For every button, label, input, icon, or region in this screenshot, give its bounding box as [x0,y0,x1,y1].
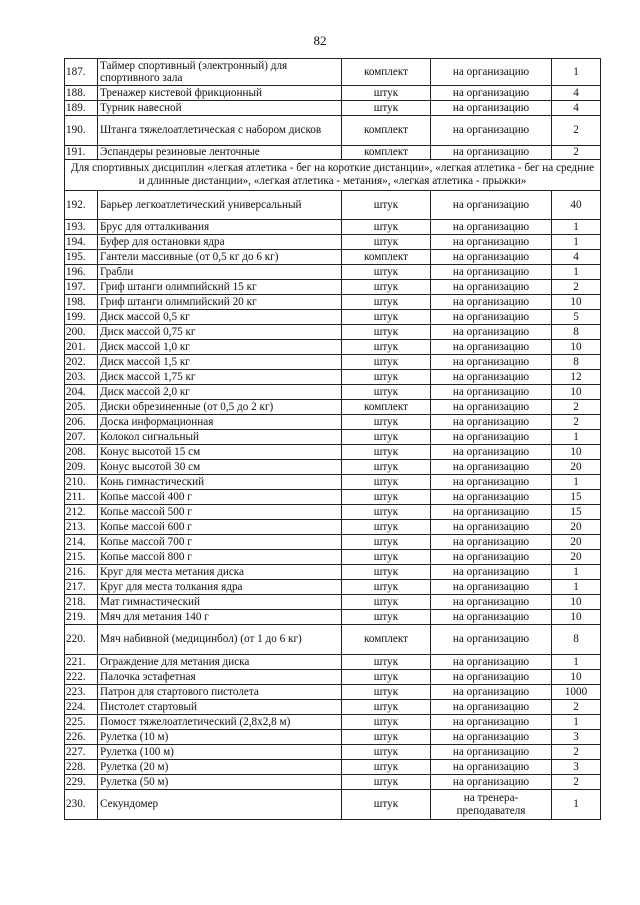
table-row [65,775,601,790]
table-row [65,280,601,295]
row-number: 193. [65,220,98,235]
item-name: Гриф штанги олимпийский 15 кг [98,280,342,295]
unit-of-measure: штук [342,370,431,385]
unit-of-measure: штук [342,86,431,101]
calculation-basis: на организацию [431,86,552,101]
table-row [65,670,601,685]
row-number: 213. [65,520,98,535]
unit-of-measure: штук [342,191,431,220]
calculation-basis: на организацию [431,445,552,460]
item-name: Диски обрезиненные (от 0,5 до 2 кг) [98,400,342,415]
quantity: 20 [552,460,601,475]
item-name: Круг для места метания диска [98,565,342,580]
item-name: Мат гимнастический [98,595,342,610]
calculation-basis: на организацию [431,280,552,295]
row-number: 210. [65,475,98,490]
calculation-basis: на организацию [431,220,552,235]
calculation-basis: на организацию [431,760,552,775]
item-name: Копье массой 400 г [98,490,342,505]
item-name: Гантели массивные (от 0,5 кг до 6 кг) [98,250,342,265]
table-row [65,295,601,310]
calculation-basis: на организацию [431,475,552,490]
unit-of-measure: комплект [342,59,431,86]
unit-of-measure: штук [342,385,431,400]
unit-of-measure: штук [342,775,431,790]
table-row [65,625,601,655]
unit-of-measure: штук [342,700,431,715]
table-row [65,265,601,280]
item-name: Грабли [98,265,342,280]
row-number: 223. [65,685,98,700]
item-name: Круг для места толкания ядра [98,580,342,595]
quantity: 10 [552,610,601,625]
item-name: Колокол сигнальный [98,430,342,445]
unit-of-measure: штук [342,730,431,745]
table-row [65,715,601,730]
row-number: 195. [65,250,98,265]
quantity: 12 [552,370,601,385]
unit-of-measure: штук [342,220,431,235]
unit-of-measure: штук [342,565,431,580]
unit-of-measure: штук [342,430,431,445]
quantity: 2 [552,116,601,146]
calculation-basis: на организацию [431,355,552,370]
quantity: 10 [552,595,601,610]
table-row [65,116,601,146]
item-name: Рулетка (20 м) [98,760,342,775]
unit-of-measure: штук [342,715,431,730]
calculation-basis: на организацию [431,265,552,280]
unit-of-measure: штук [342,580,431,595]
item-name: Конус высотой 30 см [98,460,342,475]
table-row [65,340,601,355]
quantity: 2 [552,775,601,790]
row-number: 188. [65,86,98,101]
quantity: 1 [552,565,601,580]
row-number: 202. [65,355,98,370]
calculation-basis: на организацию [431,505,552,520]
item-name: Доска информационная [98,415,342,430]
calculation-basis: на организацию [431,295,552,310]
unit-of-measure: штук [342,475,431,490]
quantity: 1 [552,475,601,490]
table-row [65,220,601,235]
item-name: Гриф штанги олимпийский 20 кг [98,295,342,310]
table-row [65,355,601,370]
unit-of-measure: штук [342,505,431,520]
section-header-text: Для спортивных дисциплин «легкая атлетика - бег на короткие дистанции», «легкая атлетика - бег на средние и длинные дистанции», «легкая атлетика - метания», «легкая атлетика - прыжки» [65,160,601,191]
unit-of-measure: штук [342,325,431,340]
row-number: 225. [65,715,98,730]
unit-of-measure: штук [342,101,431,116]
unit-of-measure: штук [342,550,431,565]
item-name: Диск массой 0,75 кг [98,325,342,340]
item-name: Диск массой 1,5 кг [98,355,342,370]
table-row [65,745,601,760]
table-row [65,235,601,250]
row-number: 198. [65,295,98,310]
item-name: Копье массой 800 г [98,550,342,565]
table-row [65,430,601,445]
row-number: 189. [65,101,98,116]
calculation-basis: на организацию [431,610,552,625]
calculation-basis: на организацию [431,415,552,430]
table-row [65,490,601,505]
calculation-basis: на организацию [431,730,552,745]
row-number: 200. [65,325,98,340]
quantity: 1 [552,265,601,280]
item-name: Конус высотой 15 см [98,445,342,460]
calculation-basis: на организацию [431,116,552,146]
unit-of-measure: штук [342,445,431,460]
row-number: 203. [65,370,98,385]
unit-of-measure: комплект [342,625,431,655]
item-name: Рулетка (50 м) [98,775,342,790]
item-name: Рулетка (100 м) [98,745,342,760]
calculation-basis: на организацию [431,775,552,790]
calculation-basis: на организацию [431,101,552,116]
unit-of-measure: штук [342,460,431,475]
item-name: Буфер для остановки ядра [98,235,342,250]
unit-of-measure: штук [342,670,431,685]
quantity: 4 [552,101,601,116]
quantity: 2 [552,146,601,160]
calculation-basis: на организацию [431,340,552,355]
table-row [65,610,601,625]
table-row [65,400,601,415]
equipment-table [64,58,601,820]
row-number: 224. [65,700,98,715]
calculation-basis: на организацию [431,700,552,715]
item-name: Копье массой 500 г [98,505,342,520]
row-number: 201. [65,340,98,355]
table-row [65,520,601,535]
quantity: 1 [552,235,601,250]
item-name: Конь гимнастический [98,475,342,490]
item-name: Мяч набивной (медицинбол) (от 1 до 6 кг) [98,625,342,655]
table-row [65,760,601,775]
quantity: 4 [552,250,601,265]
quantity: 2 [552,415,601,430]
calculation-basis: на организацию [431,745,552,760]
unit-of-measure: штук [342,685,431,700]
item-name: Барьер легкоатлетический универсальный [98,191,342,220]
unit-of-measure: комплект [342,146,431,160]
row-number: 187. [65,59,98,86]
row-number: 197. [65,280,98,295]
quantity: 1 [552,655,601,670]
item-name: Патрон для стартового пистолета [98,685,342,700]
row-number: 199. [65,310,98,325]
calculation-basis: на организацию [431,191,552,220]
row-number: 220. [65,625,98,655]
table-row [65,385,601,400]
unit-of-measure: штук [342,745,431,760]
item-name: Диск массой 0,5 кг [98,310,342,325]
table-row [65,535,601,550]
calculation-basis: на организацию [431,550,552,565]
unit-of-measure: штук [342,415,431,430]
calculation-basis: на организацию [431,385,552,400]
quantity: 40 [552,191,601,220]
table-row [65,191,601,220]
calculation-basis: на организацию [431,460,552,475]
quantity: 20 [552,535,601,550]
item-name: Диск массой 1,75 кг [98,370,342,385]
section-header-row [65,160,601,191]
unit-of-measure: комплект [342,250,431,265]
quantity: 2 [552,745,601,760]
item-name: Копье массой 700 г [98,535,342,550]
row-number: 192. [65,191,98,220]
unit-of-measure: комплект [342,400,431,415]
table-row [65,655,601,670]
table-row [65,445,601,460]
quantity: 1 [552,790,601,820]
item-name: Турник навесной [98,101,342,116]
row-number: 218. [65,595,98,610]
table-row [65,86,601,101]
unit-of-measure: штук [342,655,431,670]
unit-of-measure: штук [342,535,431,550]
item-name: Рулетка (10 м) [98,730,342,745]
row-number: 217. [65,580,98,595]
calculation-basis: на организацию [431,235,552,250]
quantity: 3 [552,730,601,745]
row-number: 211. [65,490,98,505]
item-name: Секундомер [98,790,342,820]
quantity: 15 [552,505,601,520]
item-name: Диск массой 2,0 кг [98,385,342,400]
table-row [65,146,601,160]
unit-of-measure: штук [342,280,431,295]
row-number: 229. [65,775,98,790]
quantity: 10 [552,445,601,460]
table-row [65,550,601,565]
table-row [65,460,601,475]
row-number: 214. [65,535,98,550]
row-number: 230. [65,790,98,820]
item-name: Штанга тяжелоатлетическая с набором дисков [98,116,342,146]
quantity: 10 [552,385,601,400]
row-number: 191. [65,146,98,160]
quantity: 4 [552,86,601,101]
row-number: 204. [65,385,98,400]
unit-of-measure: комплект [342,116,431,146]
unit-of-measure: штук [342,490,431,505]
page-number: 82 [313,33,327,48]
table-row [65,310,601,325]
quantity: 1 [552,59,601,86]
item-name: Мяч для метания 140 г [98,610,342,625]
row-number: 190. [65,116,98,146]
unit-of-measure: штук [342,760,431,775]
quantity: 2 [552,400,601,415]
calculation-basis: на организацию [431,625,552,655]
row-number: 205. [65,400,98,415]
quantity: 10 [552,670,601,685]
row-number: 219. [65,610,98,625]
table-row [65,790,601,820]
quantity: 20 [552,550,601,565]
unit-of-measure: штук [342,595,431,610]
quantity: 8 [552,325,601,340]
item-name: Ограждение для метания диска [98,655,342,670]
row-number: 215. [65,550,98,565]
table-row [65,59,601,86]
table-row [65,685,601,700]
calculation-basis: на тренера-преподавателя [431,790,552,820]
quantity: 10 [552,340,601,355]
item-name: Эспандеры резиновые ленточные [98,146,342,160]
unit-of-measure: штук [342,295,431,310]
row-number: 227. [65,745,98,760]
row-number: 216. [65,565,98,580]
calculation-basis: на организацию [431,520,552,535]
calculation-basis: на организацию [431,310,552,325]
calculation-basis: на организацию [431,565,552,580]
calculation-basis: на организацию [431,59,552,86]
quantity: 3 [552,760,601,775]
calculation-basis: на организацию [431,580,552,595]
row-number: 208. [65,445,98,460]
table-row [65,325,601,340]
unit-of-measure: штук [342,235,431,250]
unit-of-measure: штук [342,340,431,355]
unit-of-measure: штук [342,790,431,820]
quantity: 8 [552,355,601,370]
row-number: 221. [65,655,98,670]
calculation-basis: на организацию [431,146,552,160]
row-number: 212. [65,505,98,520]
quantity: 1000 [552,685,601,700]
row-number: 228. [65,760,98,775]
quantity: 1 [552,580,601,595]
table-row [65,101,601,116]
row-number: 196. [65,265,98,280]
calculation-basis: на организацию [431,490,552,505]
quantity: 20 [552,520,601,535]
table-row [65,595,601,610]
calculation-basis: на организацию [431,595,552,610]
table-row [65,250,601,265]
quantity: 1 [552,220,601,235]
item-name: Таймер спортивный (электронный) для спортивного зала [98,59,342,86]
unit-of-measure: штук [342,610,431,625]
table-row [65,700,601,715]
quantity: 8 [552,625,601,655]
calculation-basis: на организацию [431,250,552,265]
item-name: Пистолет стартовый [98,700,342,715]
quantity: 15 [552,490,601,505]
quantity: 2 [552,700,601,715]
calculation-basis: на организацию [431,670,552,685]
quantity: 2 [552,280,601,295]
row-number: 209. [65,460,98,475]
item-name: Тренажер кистевой фрикционный [98,86,342,101]
quantity: 10 [552,295,601,310]
calculation-basis: на организацию [431,325,552,340]
calculation-basis: на организацию [431,430,552,445]
table-row [65,505,601,520]
item-name: Палочка эстафетная [98,670,342,685]
row-number: 207. [65,430,98,445]
table-row [65,580,601,595]
table-row [65,565,601,580]
calculation-basis: на организацию [431,685,552,700]
row-number: 222. [65,670,98,685]
quantity: 1 [552,715,601,730]
unit-of-measure: штук [342,355,431,370]
quantity: 1 [552,430,601,445]
item-name: Брус для отталкивания [98,220,342,235]
calculation-basis: на организацию [431,655,552,670]
calculation-basis: на организацию [431,400,552,415]
item-name: Помост тяжелоатлетический (2,8х2,8 м) [98,715,342,730]
table-row [65,370,601,385]
table-row [65,730,601,745]
unit-of-measure: штук [342,265,431,280]
row-number: 226. [65,730,98,745]
table-row [65,475,601,490]
calculation-basis: на организацию [431,370,552,385]
unit-of-measure: штук [342,310,431,325]
row-number: 194. [65,235,98,250]
row-number: 206. [65,415,98,430]
quantity: 5 [552,310,601,325]
calculation-basis: на организацию [431,715,552,730]
table-row [65,415,601,430]
calculation-basis: на организацию [431,535,552,550]
item-name: Копье массой 600 г [98,520,342,535]
unit-of-measure: штук [342,520,431,535]
item-name: Диск массой 1,0 кг [98,340,342,355]
